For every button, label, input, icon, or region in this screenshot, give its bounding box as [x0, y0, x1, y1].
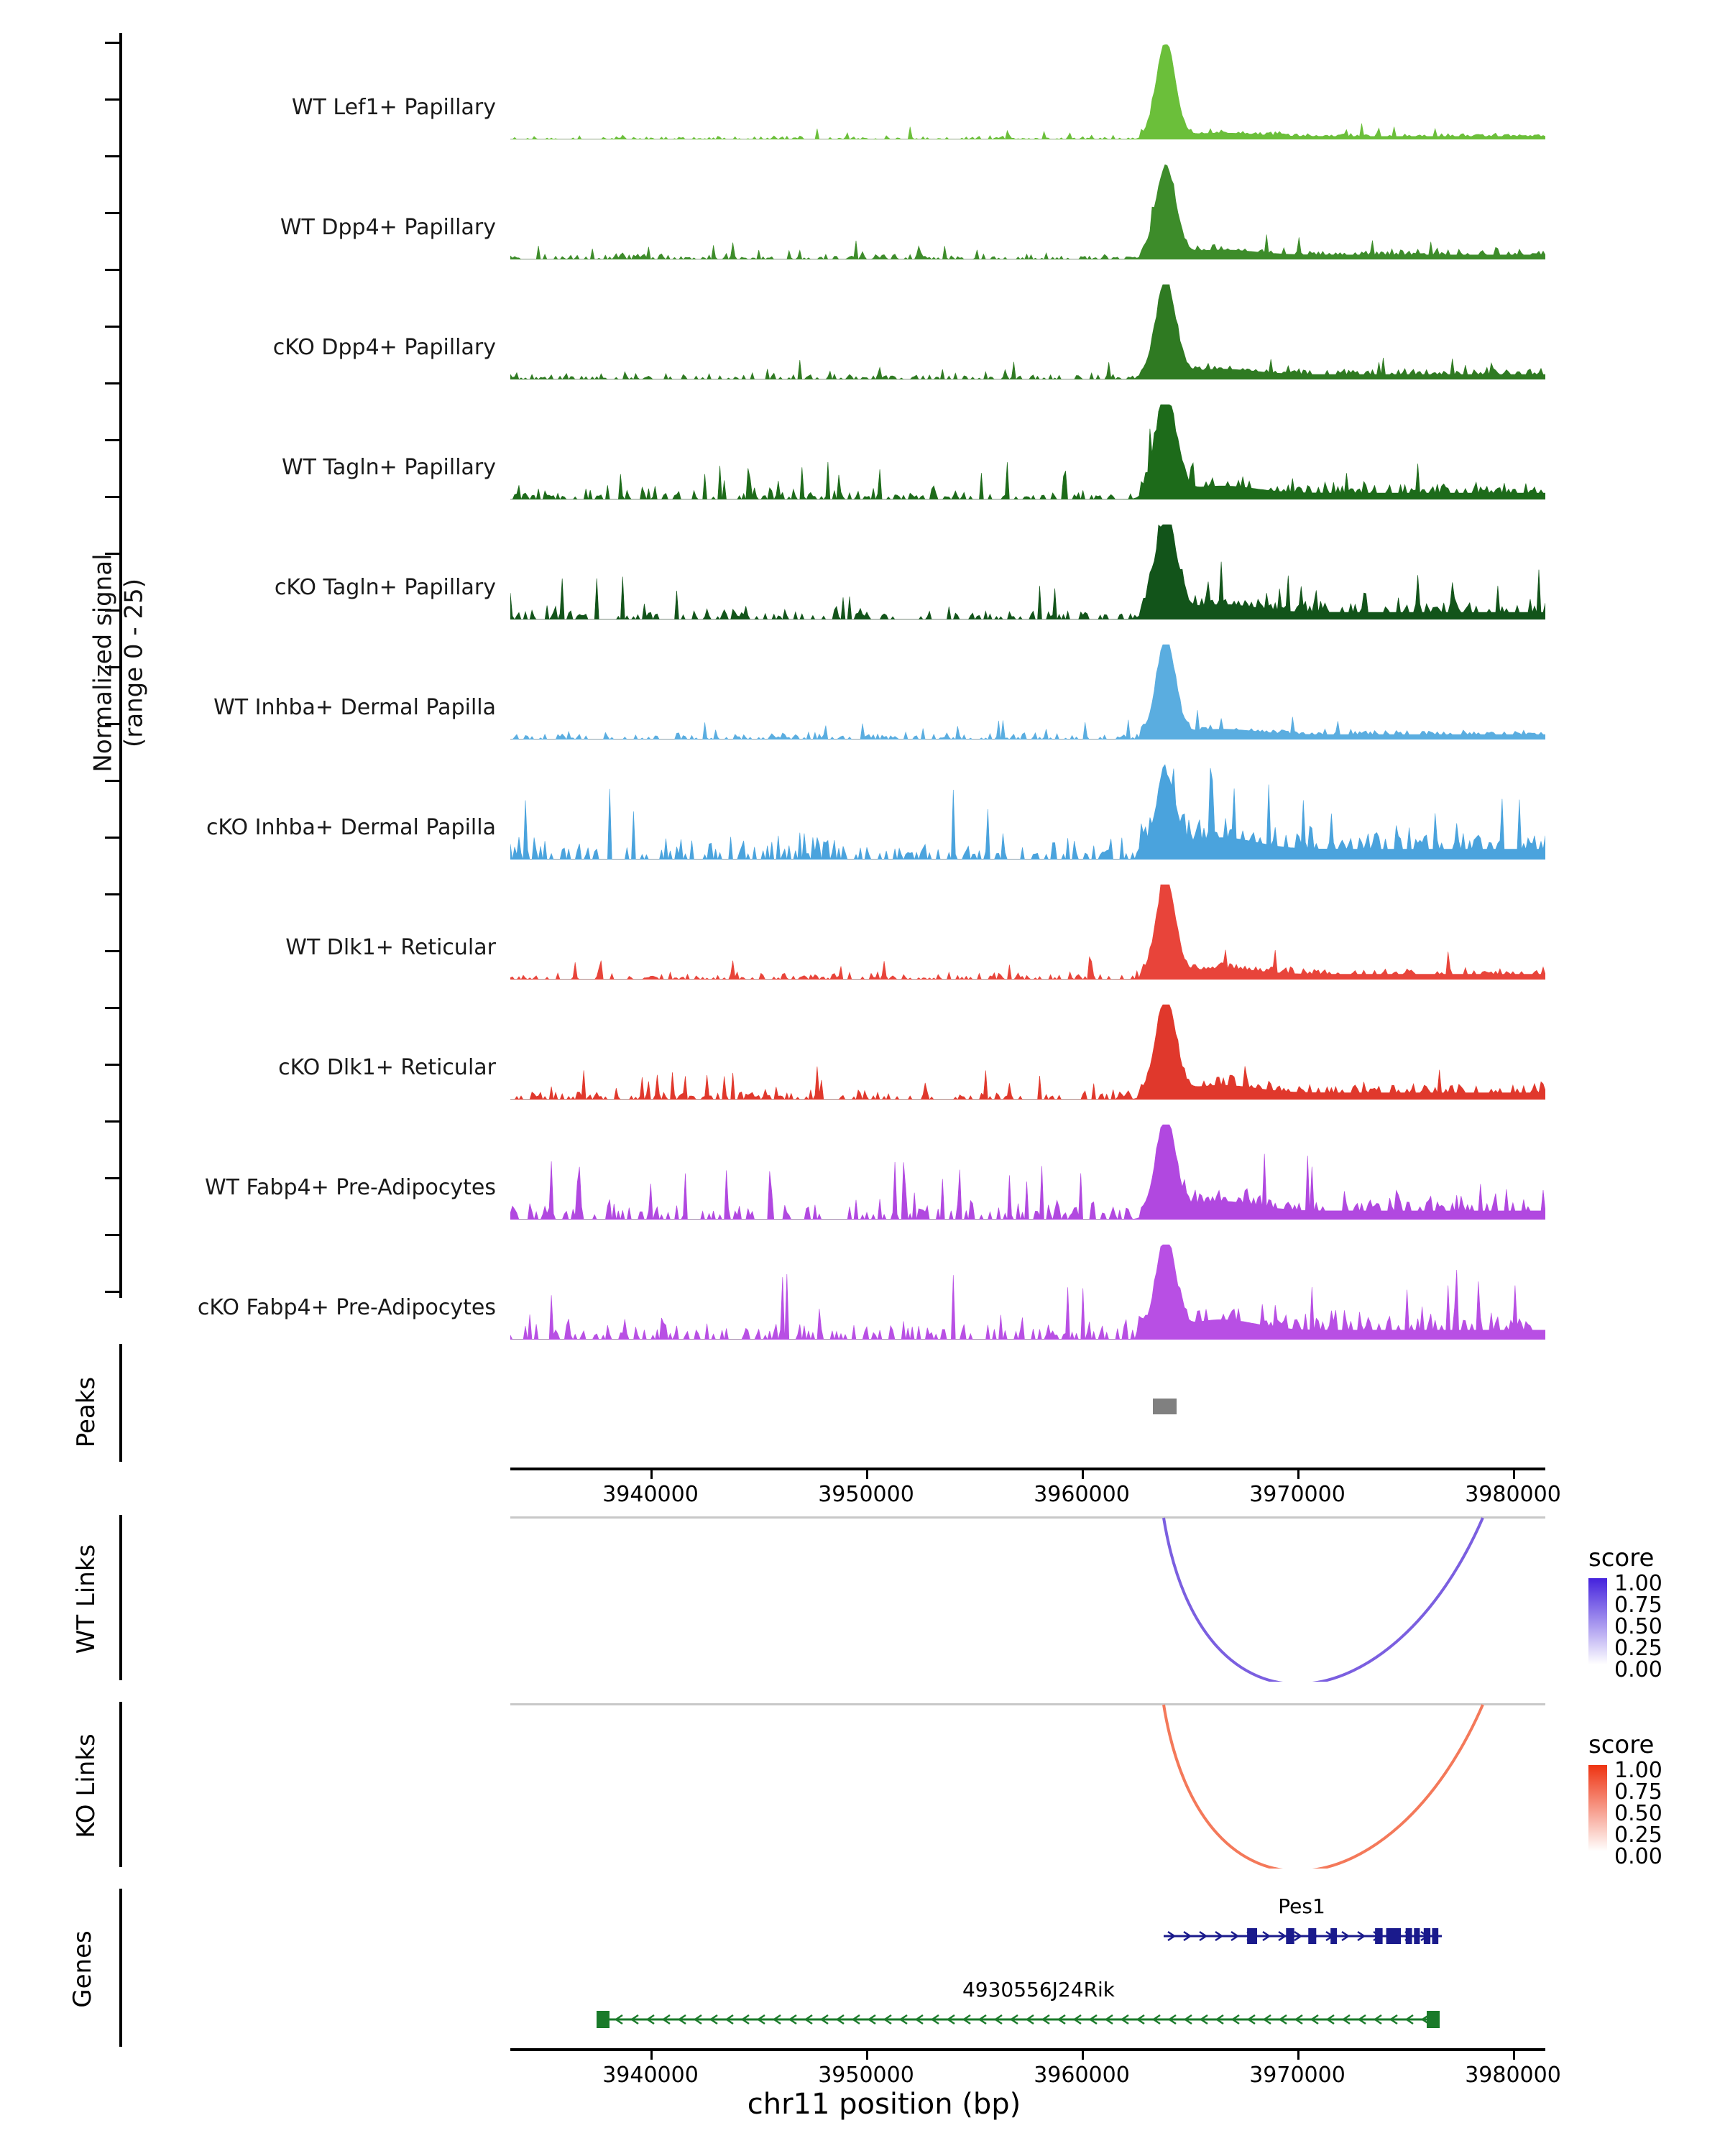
score-colorbar — [1588, 1578, 1607, 1664]
score-legend-tick: 1.00 — [1614, 1758, 1662, 1783]
coverage-signal — [510, 402, 1545, 499]
score-legend-tick: 0.75 — [1614, 1779, 1662, 1805]
link-arcs — [510, 1703, 1545, 1869]
x-axis-tick — [650, 1470, 653, 1479]
link-arc — [1164, 1518, 1483, 1682]
score-legend-tick: 0.25 — [1614, 1823, 1662, 1848]
score-colorbar — [1588, 1765, 1607, 1851]
coverage-signal — [510, 162, 1545, 259]
wt-links-spine — [119, 1515, 122, 1680]
track-label: WT Inhba+ Dermal Papilla — [213, 695, 496, 720]
gene-model — [510, 1922, 1545, 1950]
x-axis-tick — [1297, 2051, 1300, 2060]
track-label: cKO Dlk1+ Reticular — [278, 1055, 496, 1080]
coverage-signal — [510, 762, 1545, 860]
x-axis-tick-label: 3950000 — [818, 1482, 914, 1507]
x-axis-tick-label: 3970000 — [1249, 1482, 1346, 1507]
coverage-track — [510, 162, 1545, 259]
x-axis-tick — [650, 2051, 653, 2060]
ko-links-panel-label: KO Links — [72, 1733, 101, 1838]
x-axis-tick — [866, 1470, 868, 1479]
score-legend-tick: 0.50 — [1614, 1801, 1662, 1826]
track-label: cKO Dpp4+ Papillary — [272, 335, 496, 360]
genes-panel-label: Genes — [68, 1930, 97, 2008]
genes-axis-spine — [119, 1889, 122, 2047]
score-legend-tick: 0.00 — [1614, 1657, 1662, 1682]
x-axis-tick — [1513, 2051, 1515, 2060]
gene-name-label: Pes1 — [1278, 1894, 1325, 1918]
score-legend-tick: 0.00 — [1614, 1844, 1662, 1869]
wt-links-track — [510, 1516, 1545, 1682]
score-legend-tick: 0.75 — [1614, 1593, 1662, 1618]
coverage-signal — [510, 522, 1545, 619]
wt-score-legend — [1588, 1544, 1662, 1682]
x-axis-tick-label: 3940000 — [602, 1482, 699, 1507]
x-axis-tick-label: 3960000 — [1034, 1482, 1130, 1507]
coverage-track — [510, 762, 1545, 860]
x-axis-label — [0, 2088, 1725, 2121]
y-axis-label-line1: Normalized signal — [88, 553, 118, 773]
x-axis-tick-label: 3980000 — [1465, 1482, 1561, 1507]
coverage-track — [510, 1242, 1545, 1340]
x-axis-tick — [866, 2051, 868, 2060]
y-axis-label-line2: (range 0 - 25) — [119, 579, 148, 747]
coverage-signal — [510, 42, 1545, 139]
track-label: cKO Inhba+ Dermal Papilla — [206, 815, 496, 840]
coverage-signal — [510, 1002, 1545, 1100]
track-label: WT Fabp4+ Pre-Adipocytes — [205, 1175, 496, 1200]
peaks-panel-label: Peaks — [72, 1376, 101, 1448]
coverage-track — [510, 522, 1545, 619]
gene-model — [510, 2005, 1545, 2034]
coverage-track — [510, 1002, 1545, 1100]
genes-track — [510, 1889, 1545, 2048]
x-axis-tick-label: 3940000 — [602, 2063, 699, 2088]
coverage-signal — [510, 1122, 1545, 1220]
coverage-track — [510, 402, 1545, 499]
link-arcs — [510, 1516, 1545, 1682]
ko-score-legend-title: score — [1588, 1731, 1655, 1759]
x-axis-tick — [1513, 1470, 1515, 1479]
x-axis-tick — [1082, 2051, 1084, 2060]
x-axis-tick-label: 3950000 — [818, 2063, 914, 2088]
peaks-axis-spine — [119, 1344, 122, 1462]
track-label: WT Tagln+ Papillary — [282, 455, 496, 480]
x-axis-tick — [1082, 1470, 1084, 1479]
ko-links-spine — [119, 1702, 122, 1867]
x-axis-label-text: chr11 position (bp) — [747, 2088, 1021, 2121]
peak-block — [1153, 1399, 1177, 1414]
x-axis-tick — [1297, 1470, 1300, 1479]
coverage-track — [510, 882, 1545, 980]
coverage-signal — [510, 642, 1545, 740]
ko-links-track — [510, 1703, 1545, 1869]
coverage-signal — [510, 882, 1545, 980]
score-legend-tick: 0.25 — [1614, 1636, 1662, 1661]
score-legend-tick: 1.00 — [1614, 1571, 1662, 1596]
x-axis-tick-label: 3980000 — [1465, 2063, 1561, 2088]
track-label: cKO Tagln+ Papillary — [274, 575, 496, 600]
x-axis-tick-label: 3960000 — [1034, 2063, 1130, 2088]
track-label: WT Dlk1+ Reticular — [285, 935, 496, 960]
x-axis-tick-label: 3970000 — [1249, 2063, 1346, 2088]
coverage-track — [510, 282, 1545, 379]
coverage-signal — [510, 282, 1545, 379]
bottom-axis-line — [510, 2048, 1545, 2051]
gene-name-label: 4930556J24Rik — [962, 1978, 1116, 2001]
wt-links-panel-label: WT Links — [72, 1544, 101, 1654]
coverage-signal — [510, 1242, 1545, 1340]
coverage-track — [510, 42, 1545, 139]
score-legend-tick: 0.50 — [1614, 1614, 1662, 1639]
track-label: cKO Fabp4+ Pre-Adipocytes — [197, 1295, 496, 1320]
ko-score-legend — [1588, 1731, 1662, 1869]
track-label: WT Dpp4+ Papillary — [280, 215, 496, 240]
top-axis-line — [510, 1468, 1545, 1470]
peaks-track — [510, 1344, 1545, 1462]
coverage-track — [510, 642, 1545, 740]
link-arc — [1164, 1705, 1483, 1869]
track-label: WT Lef1+ Papillary — [291, 95, 496, 120]
wt-score-legend-title: score — [1588, 1544, 1655, 1572]
coverage-track — [510, 1122, 1545, 1220]
